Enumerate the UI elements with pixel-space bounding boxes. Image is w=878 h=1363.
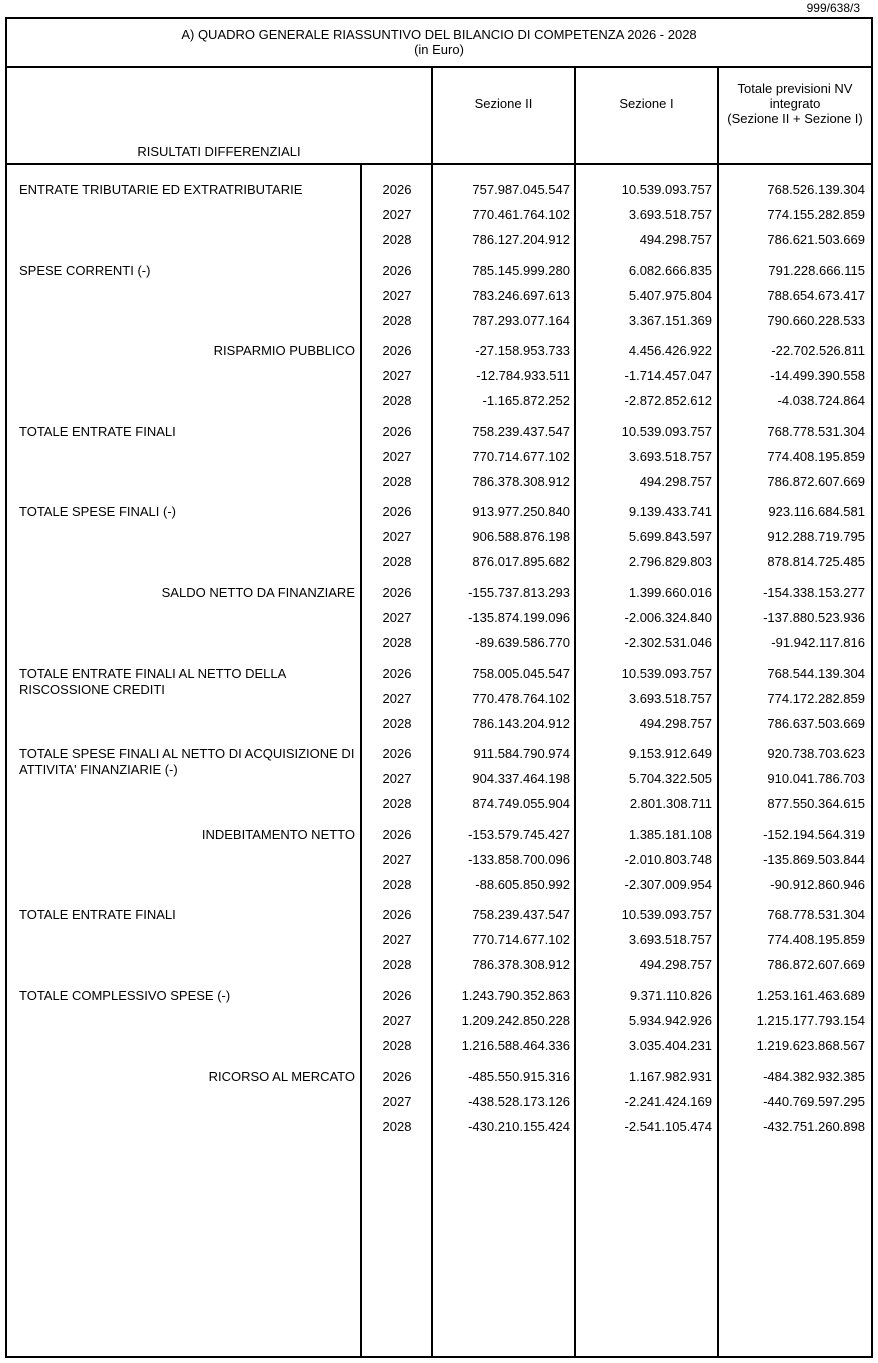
row-group-label: ENTRATE TRIBUTARIE ED EXTRATRIBUTARIE: [19, 182, 303, 197]
header-bottom-border: [6, 163, 873, 165]
sez1-value: 3.693.518.757: [628, 690, 712, 706]
sez2-value: 770.714.677.102: [472, 448, 570, 464]
frame-top-border: [6, 17, 873, 19]
total-value: 923.116.684.581: [768, 504, 865, 520]
table-title: [6, 27, 872, 57]
year-cell: 2028: [382, 393, 412, 409]
year-cell: 2028: [382, 1038, 412, 1053]
sez1-value: 10.539.093.757: [621, 665, 712, 681]
total-value: 1.253.161.463.689: [756, 988, 865, 1003]
sez1-value: 1.167.982.931: [628, 1068, 712, 1084]
sez2-value: -133.858.700.096: [468, 851, 570, 867]
sez2-value: 770.714.677.102: [472, 932, 570, 948]
sez1-value: 3.035.404.231: [628, 1038, 712, 1053]
sez1-value: -2.302.531.046: [624, 635, 712, 650]
year-cell: 2028: [382, 715, 412, 731]
total-value: 786.621.503.669: [767, 232, 865, 247]
sez2-value: -88.605.850.992: [475, 876, 570, 892]
sez2-value: 904.337.464.198: [472, 771, 570, 787]
total-value: -440.769.597.295: [763, 1093, 865, 1109]
sez2-value: 786.143.204.912: [472, 715, 570, 731]
year-cell: 2028: [382, 312, 412, 328]
sez1-value: 3.693.518.757: [628, 932, 712, 948]
row-group-label: TOTALE ENTRATE FINALI: [19, 423, 176, 439]
sez1-value: 3.693.518.757: [628, 207, 712, 222]
total-value: 774.408.195.859: [767, 448, 865, 464]
year-cell: 2028: [382, 876, 412, 892]
year-cell: 2028: [382, 796, 412, 812]
sez1-value: -2.307.009.954: [624, 876, 712, 892]
total-value: 788.654.673.417: [767, 287, 865, 303]
sez1-value: 1.385.181.108: [628, 826, 712, 842]
sez2-value: 876.017.895.682: [472, 554, 570, 570]
sez2-value: -1.165.872.252: [482, 393, 570, 409]
sez1-value: 494.298.757: [639, 957, 712, 973]
year-cell: 2026: [382, 1068, 412, 1084]
year-cell: 2026: [382, 826, 412, 842]
sez1-value: -2.006.324.840: [624, 610, 712, 625]
total-column-divider: [717, 66, 719, 1358]
sez1-value: 9.153.912.649: [628, 746, 712, 762]
year-cell: 2028: [382, 957, 412, 973]
sez2-value: 758.239.437.547: [472, 907, 570, 923]
year-cell: 2027: [382, 287, 412, 303]
title-line-1: A) QUADRO GENERALE RIASSUNTIVO DEL BILANCIO DI COMPETENZA 2026 - 2028: [181, 27, 697, 42]
sez1-value: -2.872.852.612: [624, 393, 712, 409]
row-group-label: TOTALE ENTRATE FINALI AL NETTO DELLA RISCOSSIONE CREDITI: [19, 665, 286, 697]
sez1-value: 10.539.093.757: [621, 423, 712, 439]
row-group-label: SPESE CORRENTI (-): [19, 262, 151, 278]
year-cell: 2026: [382, 988, 412, 1003]
sez1-value: 3.693.518.757: [628, 448, 712, 464]
total-value: 791.228.666.115: [768, 262, 865, 278]
sez2-value: 786.378.308.912: [472, 957, 570, 973]
year-cell: 2028: [382, 1118, 412, 1134]
sez1-value: 5.699.843.597: [628, 529, 712, 545]
year-cell: 2028: [382, 554, 412, 570]
total-header-line-1: Totale previsioni NV: [737, 81, 853, 96]
row-group-label: TOTALE ENTRATE FINALI: [19, 907, 176, 923]
sez2-value: 874.749.055.904: [472, 796, 570, 812]
total-value: 878.814.725.485: [767, 554, 865, 570]
sez1-value: -2.241.424.169: [624, 1093, 712, 1109]
sez2-value: 758.005.045.547: [472, 665, 570, 681]
year-cell: 2027: [382, 529, 412, 545]
year-cell: 2028: [382, 635, 412, 650]
sez2-value: 770.478.764.102: [472, 690, 570, 706]
total-header-line-2: integrato: [769, 96, 821, 111]
total-value: 790.660.228.533: [767, 312, 865, 328]
total-value: -4.038.724.864: [777, 393, 865, 409]
sez1-value: 5.704.322.505: [628, 771, 712, 787]
year-cell: 2026: [382, 907, 412, 923]
year-cell: 2027: [382, 771, 412, 787]
year-cell: 2026: [382, 746, 412, 762]
year-cell: 2028: [382, 473, 412, 489]
year-cell: 2027: [382, 690, 412, 706]
total-value: -14.499.390.558: [770, 368, 865, 384]
sez1-value: -1.714.457.047: [624, 368, 712, 384]
total-value: 786.637.503.669: [767, 715, 865, 731]
total-value: -135.869.503.844: [763, 851, 865, 867]
year-cell: 2027: [382, 448, 412, 464]
year-cell: 2027: [382, 932, 412, 948]
row-group-label: TOTALE COMPLESSIVO SPESE (-): [19, 988, 231, 1003]
sez2-value: -155.737.813.293: [468, 585, 570, 600]
sez1-value: 494.298.757: [639, 232, 712, 247]
sez1-value: 9.139.433.741: [628, 504, 712, 520]
sez1-value: 3.367.151.369: [628, 312, 712, 328]
total-value: 910.041.786.703: [767, 771, 865, 787]
row-group-label: INDEBITAMENTO NETTO: [201, 826, 355, 842]
sez2-value: 1.243.790.352.863: [461, 988, 570, 1003]
year-cell: 2027: [382, 207, 412, 222]
sez1-value: 6.082.666.835: [628, 262, 712, 278]
frame-right-border: [871, 17, 873, 1358]
total-value: 774.155.282.859: [767, 207, 865, 222]
sez2-value: -438.528.173.126: [468, 1093, 570, 1109]
year-cell: 2028: [382, 232, 412, 247]
sez2-column-divider: [431, 66, 433, 1358]
sez2-value: -430.210.155.424: [468, 1118, 570, 1134]
year-cell: 2027: [382, 851, 412, 867]
sez2-value: 785.145.999.280: [472, 262, 570, 278]
total-value: 786.872.607.669: [767, 957, 865, 973]
sez1-value: -2.010.803.748: [624, 851, 712, 867]
total-value: 912.288.719.795: [767, 529, 865, 545]
total-value: -432.751.260.898: [763, 1118, 865, 1134]
total-value: 768.778.531.304: [767, 907, 865, 923]
year-cell: 2026: [382, 585, 412, 600]
sez2-value: 787.293.077.164: [472, 312, 570, 328]
sez1-value: 5.407.975.804: [628, 287, 712, 303]
total-header-line-3: (Sezione II + Sezione I): [727, 111, 863, 126]
frame-left-border: [5, 17, 7, 1358]
sez2-value: 1.216.588.464.336: [461, 1038, 570, 1053]
row-group-label: TOTALE SPESE FINALI (-): [19, 504, 176, 520]
row-group-label: TOTALE SPESE FINALI AL NETTO DI ACQUISIZIONE DI ATTIVITA' FINANZIARIE (-): [19, 746, 355, 778]
sez2-value: 786.127.204.912: [472, 232, 570, 247]
total-value: 786.872.607.669: [767, 473, 865, 489]
sez1-column-header: Sezione I: [619, 96, 674, 111]
sez1-value: 494.298.757: [639, 715, 712, 731]
total-value: 768.778.531.304: [767, 423, 865, 439]
sez1-value: 5.934.942.926: [628, 1013, 712, 1028]
row-group-label: RICORSO AL MERCATO: [208, 1068, 355, 1084]
sez1-value: 1.399.660.016: [628, 585, 712, 600]
sez2-value: 911.584.790.974: [473, 746, 570, 762]
sez1-value: 10.539.093.757: [621, 182, 712, 197]
total-value: -154.338.153.277: [763, 585, 865, 600]
label-column-header: RISULTATI DIFFERENZIALI: [137, 144, 301, 159]
frame-bottom-border: [6, 1356, 873, 1358]
title-line-2: (in Euro): [414, 42, 464, 57]
total-value: 774.172.282.859: [767, 690, 865, 706]
total-value: -91.942.117.816: [771, 635, 865, 650]
year-cell: 2027: [382, 1013, 412, 1028]
title-bottom-border: [6, 66, 873, 68]
sez2-value: 783.246.697.613: [472, 287, 570, 303]
total-value: -152.194.564.319: [763, 826, 865, 842]
year-cell: 2026: [382, 262, 412, 278]
sez2-value: -135.874.199.096: [468, 610, 570, 625]
sez1-value: -2.541.105.474: [624, 1118, 712, 1134]
total-value: -137.880.523.936: [763, 610, 865, 625]
sez1-column-divider: [574, 66, 576, 1358]
document-reference: 999/638/3: [806, 1, 860, 15]
total-value: -22.702.526.811: [771, 343, 865, 359]
year-cell: 2027: [382, 610, 412, 625]
year-cell: 2026: [382, 343, 412, 359]
sez2-value: -89.639.586.770: [475, 635, 570, 650]
year-cell: 2027: [382, 368, 412, 384]
total-column-header: [719, 81, 871, 126]
sez1-value: 4.456.426.922: [628, 343, 712, 359]
total-value: 768.544.139.304: [767, 665, 865, 681]
row-group-label: RISPARMIO PUBBLICO: [213, 343, 355, 359]
sez2-value: 757.987.045.547: [472, 182, 570, 197]
row-group-label: SALDO NETTO DA FINANZIARE: [161, 585, 355, 600]
total-value: 1.219.623.868.567: [756, 1038, 865, 1053]
sez2-value: 770.461.764.102: [472, 207, 570, 222]
total-value: 920.738.703.623: [767, 746, 865, 762]
sez2-value: -153.579.745.427: [468, 826, 570, 842]
year-cell: 2027: [382, 1093, 412, 1109]
total-value: -484.382.932.385: [763, 1068, 865, 1084]
sez2-value: 1.209.242.850.228: [461, 1013, 570, 1028]
sez1-value: 2.801.308.711: [629, 796, 712, 812]
total-value: 1.215.177.793.154: [756, 1013, 865, 1028]
year-column-divider: [360, 163, 362, 1358]
sez1-value: 9.371.110.826: [629, 988, 712, 1003]
sez2-value: -485.550.915.316: [468, 1068, 570, 1084]
total-value: 768.526.139.304: [767, 182, 865, 197]
year-cell: 2026: [382, 665, 412, 681]
total-value: 877.550.364.615: [767, 796, 865, 812]
sez2-value: 786.378.308.912: [472, 473, 570, 489]
year-cell: 2026: [382, 423, 412, 439]
sez1-value: 2.796.829.803: [628, 554, 712, 570]
sez1-value: 10.539.093.757: [621, 907, 712, 923]
sez1-value: 494.298.757: [639, 473, 712, 489]
sez2-value: 913.977.250.840: [472, 504, 570, 520]
total-value: 774.408.195.859: [767, 932, 865, 948]
sez2-column-header: Sezione II: [474, 96, 533, 111]
sez2-value: -12.784.933.511: [476, 368, 570, 384]
sez2-value: -27.158.953.733: [475, 343, 570, 359]
sez2-value: 906.588.876.198: [472, 529, 570, 545]
sez2-value: 758.239.437.547: [472, 423, 570, 439]
year-cell: 2026: [382, 182, 412, 197]
total-value: -90.912.860.946: [770, 876, 865, 892]
year-cell: 2026: [382, 504, 412, 520]
